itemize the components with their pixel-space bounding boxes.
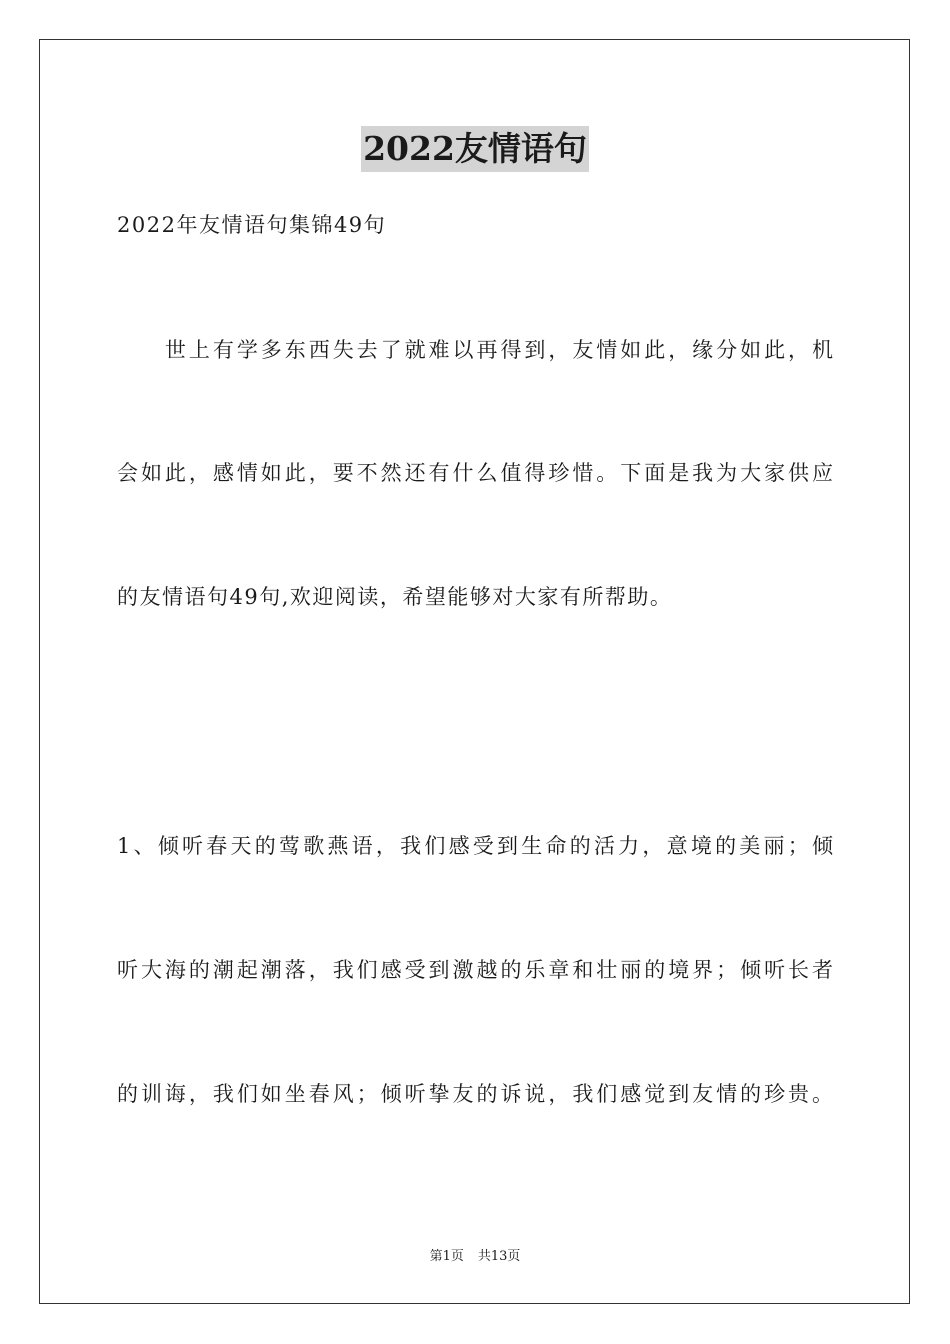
document-subtitle: 2022年友情语句集锦49句 [117, 213, 387, 237]
item1-line-1: 1、倾听春天的莺歌燕语，我们感受到生命的活力，意境的美丽；倾 [117, 834, 833, 858]
intro-line-3: 的友情语句49句,欢迎阅读，希望能够对大家有所帮助。 [117, 585, 673, 609]
intro-line-2: 会如此，感情如此，要不然还有什么值得珍惜。下面是我为大家供应 [117, 461, 833, 485]
intro-line-1: 世上有学多东西失去了就难以再得到，友情如此，缘分如此，机 [117, 338, 833, 362]
page-number-current: 第1页 [429, 1249, 464, 1264]
item1-line-2: 听大海的潮起潮落，我们感受到激越的乐章和壮丽的境界；倾听长者 [117, 958, 833, 982]
title-container [0, 126, 950, 172]
item1-line-3: 的训诲，我们如坐春风；倾听挚友的诉说，我们感觉到友情的珍贵。 [117, 1082, 833, 1106]
page-footer [0, 1248, 950, 1266]
page-number-total: 共13页 [477, 1249, 521, 1264]
document-title: 2022友情语句 [361, 126, 589, 172]
